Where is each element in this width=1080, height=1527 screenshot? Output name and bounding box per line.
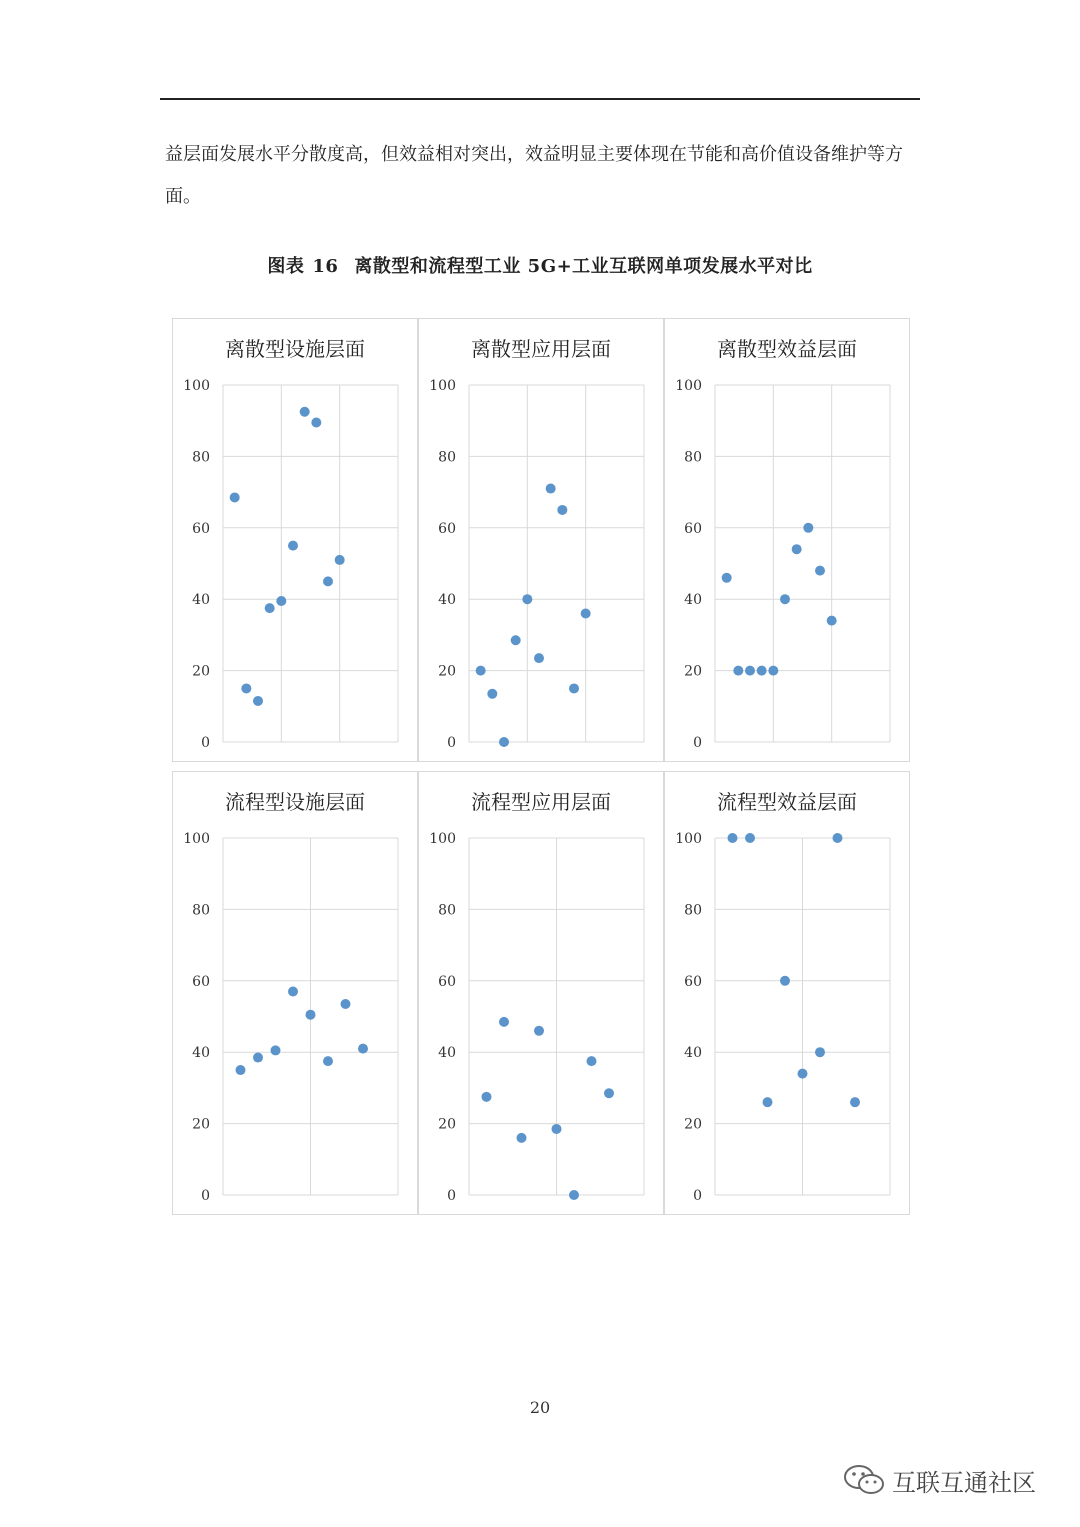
data-point: [517, 1133, 527, 1143]
y-tick-label: 60: [438, 973, 456, 990]
data-point: [569, 1190, 579, 1200]
y-tick-label: 80: [192, 902, 210, 919]
y-tick-label: 100: [675, 378, 702, 394]
y-tick-label: 20: [684, 1116, 702, 1133]
data-point: [733, 666, 743, 676]
chart-row-process: [172, 771, 910, 1215]
chart-panel: [172, 771, 418, 1215]
scatter-plot: [419, 319, 663, 761]
scatter-plot: [665, 772, 909, 1214]
data-point: [850, 1097, 860, 1107]
y-tick-label: 40: [438, 592, 456, 609]
data-point: [604, 1088, 614, 1098]
chart-title: 流程型设施层面: [225, 790, 365, 814]
header-rule: [160, 98, 920, 100]
figure-title: 离散型和流程型工业 5G+工业互联网单项发展水平对比: [354, 256, 813, 277]
watermark-text: 互联互通社区: [892, 1468, 1036, 1497]
data-point: [763, 1097, 773, 1107]
data-point: [546, 484, 556, 494]
data-point: [499, 1017, 509, 1027]
chart-panel: [418, 771, 664, 1215]
data-point: [815, 566, 825, 576]
data-point: [557, 505, 567, 515]
y-tick-label: 100: [675, 831, 702, 847]
figure-caption: [0, 252, 1080, 278]
y-tick-label: 20: [438, 663, 456, 680]
data-point: [288, 987, 298, 997]
chart-panel: [418, 318, 664, 762]
data-point: [780, 976, 790, 986]
data-point: [476, 666, 486, 676]
figure-number: 16: [312, 256, 339, 277]
y-tick-label: 80: [684, 902, 702, 919]
y-tick-label: 60: [438, 520, 456, 537]
data-point: [511, 635, 521, 645]
data-point: [552, 1124, 562, 1134]
y-tick-label: 80: [684, 449, 702, 466]
data-point: [792, 544, 802, 554]
y-tick-label: 0: [447, 1188, 456, 1204]
chart-panel: [172, 318, 418, 762]
y-tick-label: 40: [684, 1045, 702, 1062]
y-tick-label: 60: [684, 520, 702, 537]
data-point: [745, 833, 755, 843]
chart-panel: [664, 318, 910, 762]
y-tick-label: 0: [693, 1188, 702, 1204]
chart-title: 流程型效益层面: [717, 790, 857, 814]
data-point: [306, 1010, 316, 1020]
y-tick-label: 20: [438, 1116, 456, 1133]
y-tick-label: 20: [192, 1116, 210, 1133]
y-tick-label: 80: [192, 449, 210, 466]
data-point: [534, 1026, 544, 1036]
data-point: [581, 608, 591, 618]
y-tick-label: 40: [192, 1045, 210, 1062]
y-tick-label: 20: [684, 663, 702, 680]
data-point: [276, 596, 286, 606]
data-point: [745, 666, 755, 676]
y-tick-label: 80: [438, 449, 456, 466]
data-point: [827, 616, 837, 626]
data-point: [323, 1056, 333, 1066]
chart-panel: [664, 771, 910, 1215]
wechat-icon: [842, 1463, 886, 1497]
data-point: [722, 573, 732, 583]
y-tick-label: 80: [438, 902, 456, 919]
y-tick-label: 60: [192, 973, 210, 990]
data-point: [499, 737, 509, 747]
data-point: [815, 1047, 825, 1057]
figure-label: 图表: [267, 256, 305, 277]
data-point: [803, 523, 813, 533]
data-point: [300, 407, 310, 417]
page-number: 20: [529, 1398, 551, 1417]
y-tick-label: 100: [183, 378, 210, 394]
data-point: [534, 653, 544, 663]
data-point: [768, 666, 778, 676]
y-tick-label: 40: [438, 1045, 456, 1062]
y-tick-label: 0: [693, 735, 702, 751]
y-tick-label: 60: [684, 973, 702, 990]
chart-row-discrete: [172, 318, 910, 762]
y-tick-label: 100: [429, 831, 456, 847]
data-point: [587, 1056, 597, 1066]
y-tick-label: 40: [684, 592, 702, 609]
data-point: [341, 999, 351, 1009]
data-point: [757, 666, 767, 676]
data-point: [780, 594, 790, 604]
y-tick-label: 0: [201, 1188, 210, 1204]
chart-title: 离散型设施层面: [225, 337, 365, 361]
data-point: [311, 417, 321, 427]
data-point: [230, 492, 240, 502]
y-tick-label: 60: [192, 520, 210, 537]
scatter-plot: [419, 772, 663, 1214]
y-tick-label: 100: [429, 378, 456, 394]
data-point: [358, 1044, 368, 1054]
data-point: [288, 541, 298, 551]
data-point: [833, 833, 843, 843]
scatter-plot: [665, 319, 909, 761]
y-tick-label: 0: [201, 735, 210, 751]
data-point: [265, 603, 275, 613]
chart-title: 离散型应用层面: [471, 337, 611, 361]
body-paragraph: 益层面发展水平分散度高，但效益相对突出，效益明显主要体现在节能和高价值设备维护等方面。: [165, 144, 903, 207]
data-point: [569, 683, 579, 693]
data-point: [271, 1045, 281, 1055]
chart-title: 流程型应用层面: [471, 790, 611, 814]
data-point: [798, 1069, 808, 1079]
y-tick-label: 0: [447, 735, 456, 751]
y-tick-label: 40: [192, 592, 210, 609]
data-point: [236, 1065, 246, 1075]
data-point: [241, 683, 251, 693]
watermark: [842, 1460, 1036, 1500]
y-tick-label: 20: [192, 663, 210, 680]
data-point: [522, 594, 532, 604]
scatter-plot: [173, 319, 417, 761]
data-point: [487, 689, 497, 699]
scatter-plot: [173, 772, 417, 1214]
data-point: [335, 555, 345, 565]
data-point: [323, 576, 333, 586]
chart-title: 离散型效益层面: [717, 337, 857, 361]
y-tick-label: 100: [183, 831, 210, 847]
data-point: [253, 696, 263, 706]
data-point: [253, 1053, 263, 1063]
data-point: [728, 833, 738, 843]
data-point: [482, 1092, 492, 1102]
